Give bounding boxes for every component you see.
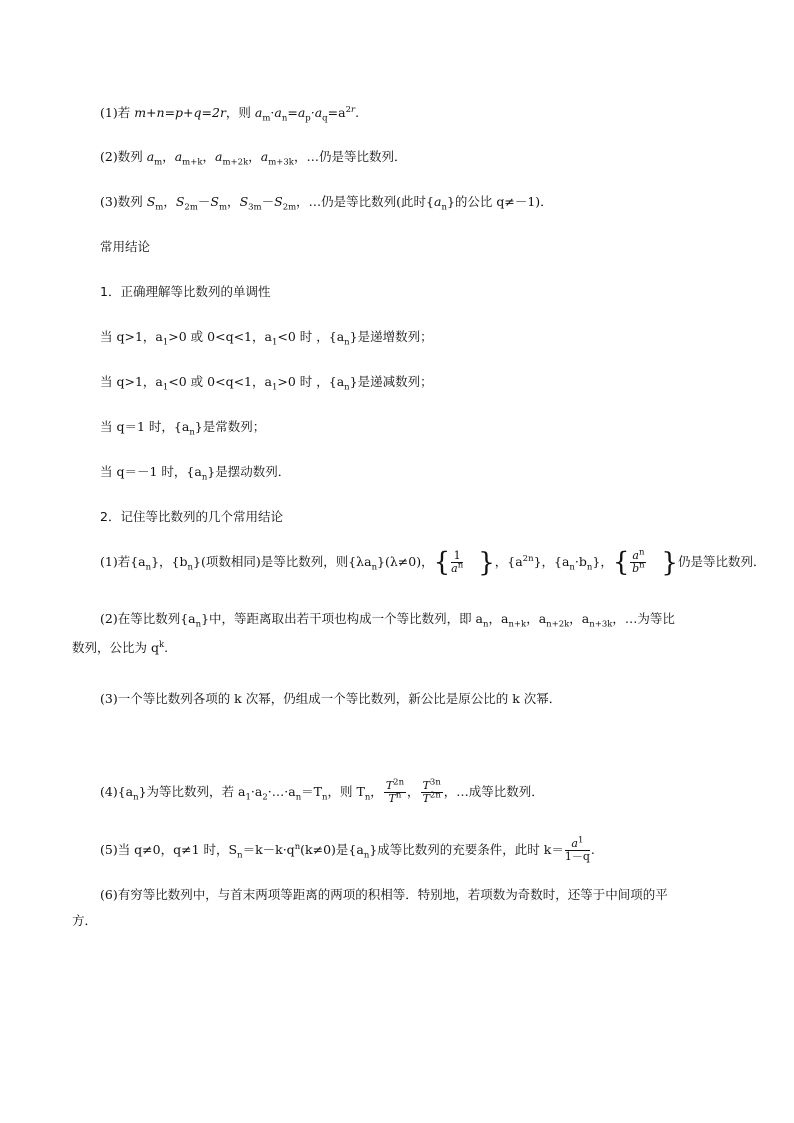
- monotonic-decreasing: 当 q>1，$a_1<0$ 或 0<q<1，$a_1>0$ 时 ，$\{a_n\}$是递减数列；: [100, 374, 433, 393]
- heading-monotonicity: 1．正确理解等比数列的单调性: [100, 284, 271, 299]
- conclusion-2-line-2: 数列，公比为 $q^k$.: [72, 639, 169, 655]
- property-2: (2)数列 $a_m$，$a_{m+k}$，$a_{m+2k}$，$a_{m+3k}$，…仍是等比数列．: [100, 149, 407, 168]
- property-1: (1)若 m+n=p+q=2r，则 $a_m\cdot a_n=a_p\cdot a_q=a^{2r}$.: [100, 104, 360, 124]
- fraction-quotient: $\frac{a^n}{b^n}$: [632, 547, 645, 575]
- conclusion-6: (6)有穷等比数列中，与首末两项等距离的两项的积相等．特别地，若项数为奇数时，还等于中间项的平方．: [72, 887, 668, 928]
- fraction-reciprocal: $\frac{1}{a^n}$: [451, 549, 464, 575]
- oscillating-sequence: 当 q＝－1 时，$\{a_n\}$是摆动数列．: [100, 464, 291, 483]
- fraction-k: $\frac{a^1}{1-q}$: [564, 835, 590, 863]
- monotonic-increasing: 当 q>1，$a_1>0$ 或 0<q<1，$a_1<0$ 时 ，$\{a_n\}$是递增数列；: [100, 329, 433, 348]
- conclusion-4: $(4)\{a_n\}$为等比数列，若 $a_1\cdot a_2\cdot\dots\cdot a_n=T_n$，则 $T_n$， $\frac{T^{2n}}{T^n}$ ， $\frac{T^{3n}}{T^{2n}}$ ，…成等比数列．: [100, 777, 544, 805]
- conclusion-5: (5)当 q≠0，q≠1 时，$S_n=k-k\cdot q^n(k\ne 0)$是$\{a_n\}$成等比数列的充要条件，此时 k＝ $\frac{a^1}{1-q}$ .: [100, 835, 595, 863]
- constant-sequence: 当 q＝1 时，$\{a_n\}$是常数列；: [100, 419, 266, 438]
- conclusion-3: (3)一个等比数列各项的 k 次幂，仍组成一个等比数列，新公比是原公比的 k 次幂．: [100, 691, 562, 706]
- heading-common-results: 2．记住等比数列的几个常用结论: [100, 509, 283, 524]
- heading-common-conclusions: 常用结论: [100, 239, 151, 254]
- conclusion-1: (1)若$\{a_n\}$，$\{b_n\}$(项数相同)是等比数列，则$\{\lambda a_n\}(\lambda\ne 0)$，{ $\frac{1}{a^n}$ }，$\{a^{2n}\}$，$\{a_n\cdot b_n\}$，{ $\frac{a^n}{b^n}$ }仍是等比数列．: [100, 547, 766, 578]
- fraction-t2n: $\frac{T^{2n}}{T^n}$: [385, 777, 405, 805]
- fraction-t3n: $\frac{T^{3n}}{T^{2n}}$: [422, 777, 441, 805]
- conclusion-2-line-1: (2)在等比数列$\{a_n\}$中，等距离取出若干项也构成一个等比数列，即 $a_n$，$a_{n+k}$，$a_{n+2k}$，$a_{n+3k}$，…为等比: [100, 611, 675, 630]
- property-3: (3)数列 $S_m$，$S_{2m}-S_m$，$S_{3m}-S_{2m}$，…仍是等比数列(此时$\{a_n\}$的公比 q≠－1)．: [100, 194, 553, 213]
